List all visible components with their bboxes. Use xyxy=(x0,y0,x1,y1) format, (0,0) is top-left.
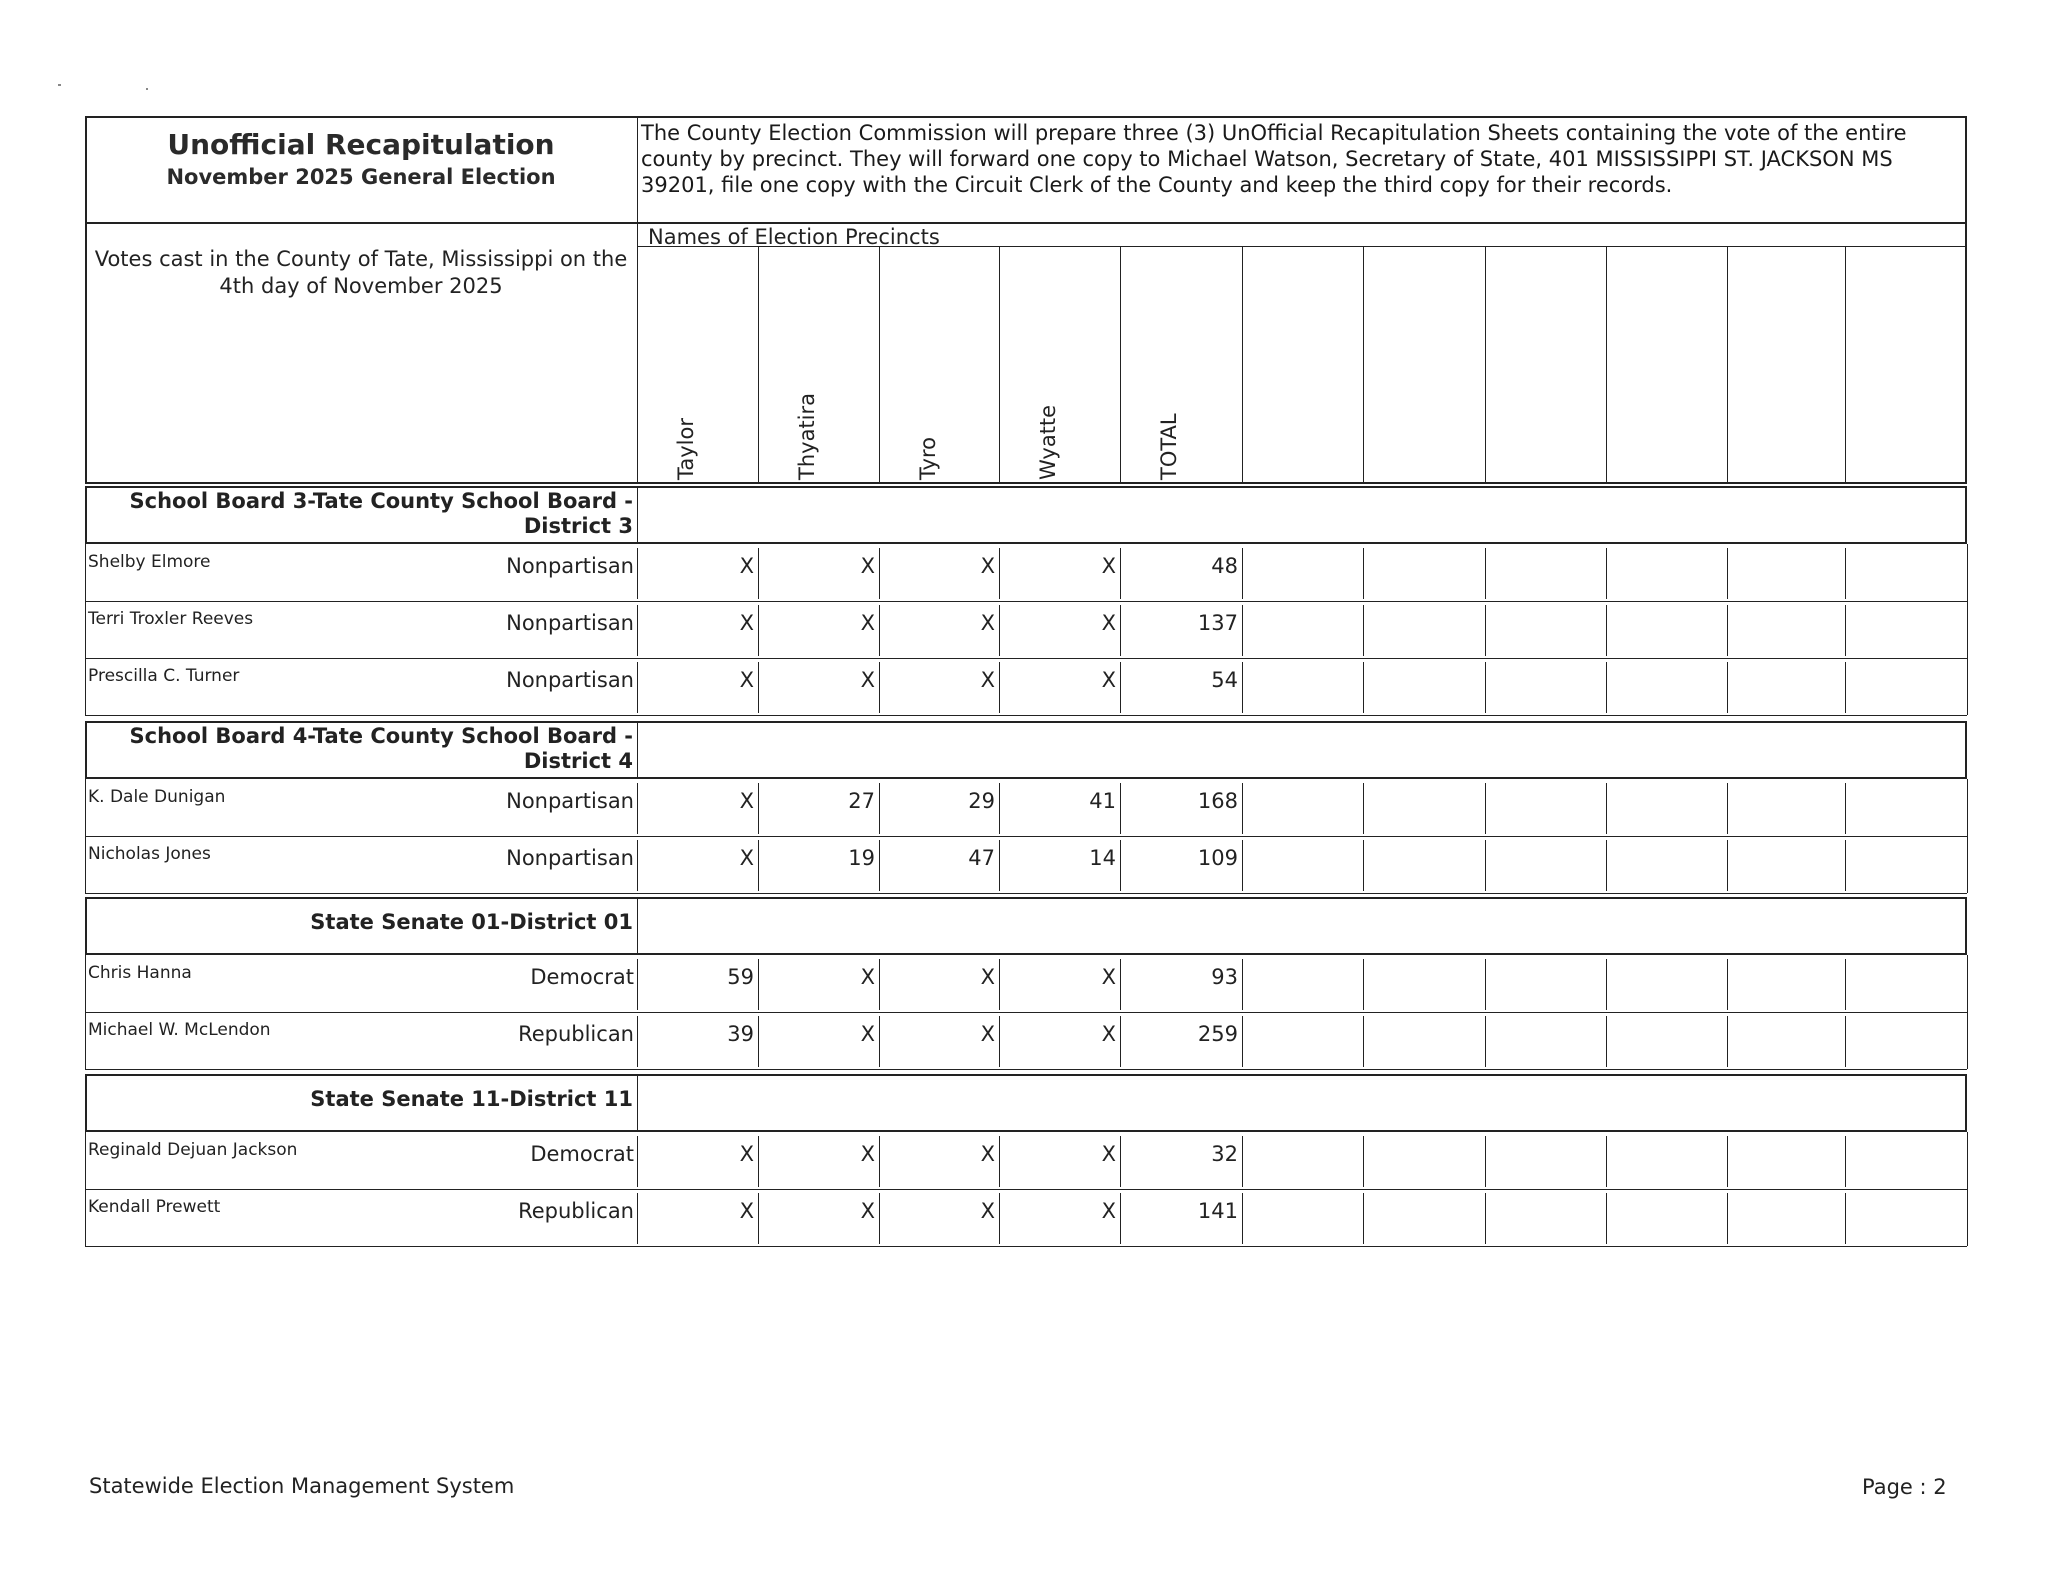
vote-cell-thyatira: 19 xyxy=(848,846,875,870)
row-rule xyxy=(85,1069,1967,1070)
vote-cell-taylor: 39 xyxy=(727,1022,754,1046)
vote-cell-thyatira: X xyxy=(860,1142,875,1166)
vote-cell-thyatira: X xyxy=(860,965,875,989)
vote-cell-thyatira: X xyxy=(860,1022,875,1046)
scan-speck xyxy=(146,88,148,90)
row-right-border xyxy=(1967,601,1968,658)
vote-cell-tyro: X xyxy=(980,965,995,989)
row-rule xyxy=(85,1246,1967,1247)
precinct-column-divider xyxy=(1363,246,1364,484)
candidate-party: Nonpartisan xyxy=(506,611,634,635)
race-header-divider xyxy=(637,1074,638,1132)
vote-cell-taylor: 59 xyxy=(727,965,754,989)
race-header-divider xyxy=(637,721,638,779)
row-right-border xyxy=(1967,1189,1968,1246)
vote-cell-wyatte: X xyxy=(1101,611,1116,635)
precinct-column-divider xyxy=(1485,246,1486,484)
row-right-border xyxy=(1967,779,1968,836)
instructions-text: The County Election Commission will prepare three (3) UnOfficial Recapitulation Sheets containing the vote of the entire county by precinct. They will forward one copy to Michael Watson, Secretary of State, 401 MISSISSIPPI ST. JACKSON MS 39201, file one copy with the Circuit Clerk of the County and keep the third copy for their records. xyxy=(641,121,1907,197)
header-titles xyxy=(87,128,635,189)
precinct-header-label: Names of Election Precincts xyxy=(648,225,940,249)
vote-cell-tyro: X xyxy=(980,1199,995,1223)
candidate-party: Republican xyxy=(518,1199,634,1223)
vote-cell-tyro: 29 xyxy=(968,789,995,813)
race-title: State Senate 01-District 01 xyxy=(310,910,633,934)
vote-cell-total: 168 xyxy=(1197,789,1238,813)
vote-cell-total: 93 xyxy=(1211,965,1238,989)
candidate-party: Nonpartisan xyxy=(506,668,634,692)
precinct-column-divider xyxy=(758,246,759,484)
candidate-name: Nicholas Jones xyxy=(88,844,211,864)
candidate-party: Democrat xyxy=(530,965,634,989)
row-rule xyxy=(85,893,1967,894)
candidate-name: Shelby Elmore xyxy=(88,552,211,572)
precinct-column-divider xyxy=(1120,246,1121,484)
vote-cell-taylor: X xyxy=(739,1142,754,1166)
vote-cell-taylor: X xyxy=(739,846,754,870)
vote-cell-total: 48 xyxy=(1211,554,1238,578)
candidate-party: Democrat xyxy=(530,1142,634,1166)
candidate-name: Terri Troxler Reeves xyxy=(88,609,254,629)
vote-cell-wyatte: X xyxy=(1101,554,1116,578)
vote-cell-total: 32 xyxy=(1211,1142,1238,1166)
row-right-border xyxy=(1967,836,1968,893)
vote-cell-tyro: 47 xyxy=(968,846,995,870)
candidate-name: K. Dale Dunigan xyxy=(88,787,226,807)
candidate-name: Michael W. McLendon xyxy=(88,1020,271,1040)
vote-cell-tyro: X xyxy=(980,611,995,635)
vote-cell-taylor: X xyxy=(739,1199,754,1223)
vote-cell-thyatira: X xyxy=(860,611,875,635)
row-right-border xyxy=(1967,955,1968,1012)
vote-cell-thyatira: X xyxy=(860,554,875,578)
row-right-border xyxy=(1967,1132,1968,1189)
precinct-column-divider xyxy=(879,246,880,484)
row-right-border xyxy=(1967,1012,1968,1069)
vote-cell-tyro: X xyxy=(980,668,995,692)
vote-cell-tyro: X xyxy=(980,554,995,578)
vote-cell-total: 109 xyxy=(1197,846,1238,870)
vote-cell-wyatte: X xyxy=(1101,668,1116,692)
row-right-border xyxy=(1967,544,1968,601)
vote-cell-wyatte: X xyxy=(1101,965,1116,989)
precinct-column-divider xyxy=(1845,246,1846,484)
candidate-party: Nonpartisan xyxy=(506,554,634,578)
candidate-name: Reginald Dejuan Jackson xyxy=(88,1140,298,1160)
candidate-party: Republican xyxy=(518,1022,634,1046)
vote-cell-wyatte: X xyxy=(1101,1142,1116,1166)
vote-cell-thyatira: X xyxy=(860,668,875,692)
precinct-name-tyro: Tyro xyxy=(916,436,940,480)
precinct-column-divider xyxy=(1242,246,1243,484)
candidate-name: Kendall Prewett xyxy=(88,1197,221,1217)
vote-cell-total: 137 xyxy=(1197,611,1238,635)
race-header-divider xyxy=(637,486,638,544)
race-title: School Board 3-Tate County School Board - District 3 xyxy=(129,489,633,538)
candidate-name: Chris Hanna xyxy=(88,963,192,983)
vote-cell-wyatte: 14 xyxy=(1089,846,1116,870)
vote-cell-thyatira: X xyxy=(860,1199,875,1223)
vote-cell-total: 141 xyxy=(1197,1199,1238,1223)
votes-cast-text: Votes cast in the County of Tate, Mississippi on the 4th day of November 2025 xyxy=(94,247,628,298)
vote-cell-thyatira: 27 xyxy=(848,789,875,813)
precinct-name-thyatira: Thyatira xyxy=(795,392,819,480)
precinct-column-divider xyxy=(1727,246,1728,484)
vote-cell-wyatte: X xyxy=(1101,1199,1116,1223)
candidate-name: Prescilla C. Turner xyxy=(88,666,240,686)
candidate-party: Nonpartisan xyxy=(506,789,634,813)
race-title: School Board 4-Tate County School Board - District 4 xyxy=(129,724,633,773)
vote-cell-taylor: X xyxy=(739,554,754,578)
footer-page-number: Page : 2 xyxy=(1862,1475,1947,1499)
row-rule xyxy=(85,715,1967,716)
precinct-column-divider xyxy=(999,246,1000,484)
vote-cell-tyro: X xyxy=(980,1022,995,1046)
row-right-border xyxy=(1967,658,1968,715)
precinct-name-taylor: Taylor xyxy=(674,418,698,480)
candidate-party: Nonpartisan xyxy=(506,846,634,870)
page-title: Unofficial Recapitulation xyxy=(167,128,555,161)
vote-cell-taylor: X xyxy=(739,611,754,635)
vote-cell-tyro: X xyxy=(980,1142,995,1166)
vote-cell-taylor: X xyxy=(739,789,754,813)
precinct-name-wyatte: Wyatte xyxy=(1036,404,1060,480)
precinct-column-divider xyxy=(1606,246,1607,484)
vote-cell-wyatte: 41 xyxy=(1089,789,1116,813)
vote-cell-total: 259 xyxy=(1197,1022,1238,1046)
vote-cell-wyatte: X xyxy=(1101,1022,1116,1046)
vote-cell-total: 54 xyxy=(1211,668,1238,692)
vote-cell-taylor: X xyxy=(739,668,754,692)
race-title: State Senate 11-District 11 xyxy=(310,1087,633,1111)
page-subtitle: November 2025 General Election xyxy=(166,165,556,189)
footer-system: Statewide Election Management System xyxy=(89,1474,515,1498)
scan-speck xyxy=(58,84,61,86)
race-header-divider xyxy=(637,897,638,955)
precinct-name-total: TOTAL xyxy=(1157,413,1181,480)
